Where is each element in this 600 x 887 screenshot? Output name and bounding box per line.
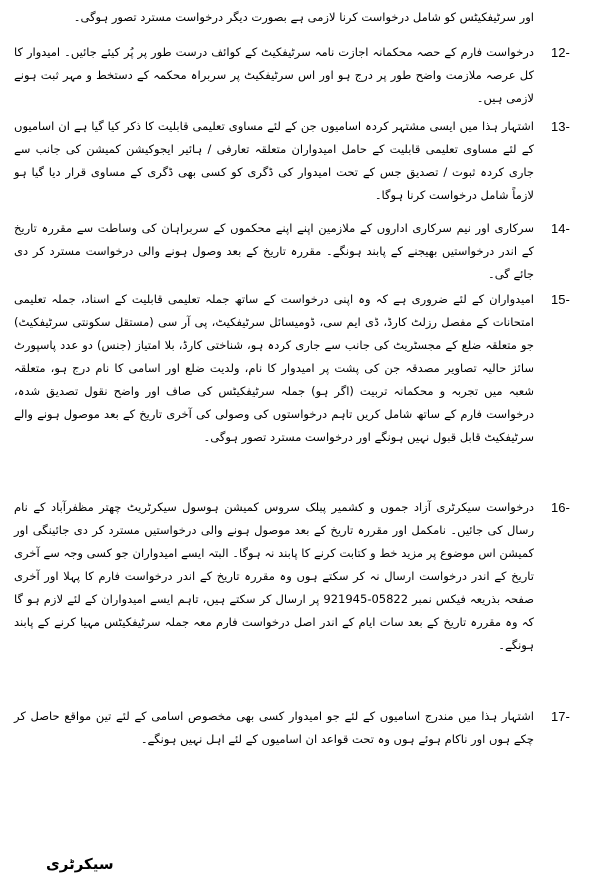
clause-number: 15-	[551, 292, 570, 307]
clause-text: درخواست سیکرٹری آزاد جموں و کشمیر پبلک سروس کمیشن ہوسول سیکرٹریٹ چھتر مظفرآباد کے نام رسال کی جائیں۔ نامکمل اور مقررہ تاریخ کے بعد موصول ہونے والی درخواستیں مسترد کر دی جائینگی اور کمیشن اس موضوع پر مزید خط و کتابت کرنے کا پابند نہ ہوگا۔ البتہ ایسے امیدواران جو کسی وجہ سے آخری تاریخ کے اندر درخواست ارسال نہ کر سکتے ہوں وہ مقررہ تاریخ کے اندر درخواست فارم کا پہلا اور آخری صفحہ بذریعہ فیکس نمبر 05822-921945 پر ارسال کر سکتے ہیں، تاہم ایسے امیدواران کے لئے لازم ہو گا کہ وہ مقررہ تاریخ کے بعد سات ایام کے اندر اصل درخواست فارم معہ جملہ سرٹیفکیٹس مہیا کرنے کے پابند ہونگے۔	[14, 500, 534, 652]
clause-number: 14-	[551, 221, 570, 236]
clause-text: اشتہار ہذا میں ایسی مشتہر کردہ اسامیوں جن کے لئے مساوی تعلیمی قابلیت کا ذکر کیا گیا ہے ان اسامیوں کے لئے مساوی تعلیمی قابلیت کے حامل امیدواران متعلقہ تعارفی / ہائیر ایجوکیشن کمیشن کی جانب سے جاری کردہ ثبوت / تصدیق جس کے تحت امیدوار کی ڈگری کو کسی بھی ڈگری کے مساوی قرار دیا گیا ہو لازماً شامل درخواست کرنا ہوگا۔	[14, 119, 534, 202]
clause-number: 17-	[551, 709, 570, 724]
intro-paragraph: اور سرٹیفکیٹس کو شامل درخواست کرنا لازمی ہے بصورت دیگر درخواست مسترد تصور ہوگی۔	[73, 10, 534, 24]
clause-number: 16-	[551, 500, 570, 515]
clause-text: امیدواران کے لئے ضروری ہے کہ وہ اپنی درخواست کے ساتھ جملہ تعلیمی قابلیت کے اسناد، جملہ تعلیمی امتحانات کے مفصل رزلٹ کارڈ، ڈی ایم سی، ڈومیسائل سرٹیفکیٹ، پی آر سی (مستقل سکونتی سرٹیفکیٹ) جو متعلقہ ضلع کے مجسٹریٹ کی جانب سے جاری کردہ ہو، شناختی کارڈ، بلا امتیاز (جنس) دو عدد پاسپورٹ سائز حالیہ تصاویر مصدقہ جن کی پشت پر امیدوار کا نام، ولدیت ضلع اور اسامی کا نام درج ہو، متعلقہ شعبہ میں تجربہ و محکمانہ تربیت (اگر ہو) جملہ سرٹیفکیٹس کی صاف اور واضح نقول تصدیق شدہ، درخواست فارم کے ساتھ شامل کریں تاہم درخواستوں کی وصولی کی آخری تاریخ کے بعد موصول ہونے والے سرٹیفکیٹ قابل قبول نہیں ہونگے اور درخواست مسترد تصور ہوگی۔	[14, 292, 534, 444]
signature-title: سیکرٹری	[46, 855, 114, 873]
clause-number: 13-	[551, 119, 570, 134]
clause-text: اشتہار ہذا میں مندرج اسامیوں کے لئے جو امیدوار کسی بھی مخصوص اسامی کے لئے تین مواقع حاصل کر چکے ہوں اور ناکام ہوئے ہوں وہ تحت قواعد ان اسامیوں کے لئے اہل نہیں ہونگے۔	[14, 709, 534, 746]
clause-text: درخواست فارم کے حصہ محکمانہ اجازت نامہ سرٹیفکیٹ کے کوائف درست طور پر پُر کیئے جائیں۔ امیدوار کا کل عرصہ ملازمت واضح طور پر درج ہو اور اس سرٹیفکیٹ پر سربراہ محکمہ کے دستخط و مہر ثبت ہونے لازمی ہیں۔	[14, 45, 534, 105]
clause-text: سرکاری اور نیم سرکاری اداروں کے ملازمین اپنے اپنے محکموں کے سربراہان کی وساطت سے مقررہ تاریخ کے اندر درخواستیں بھیجنے کے پابند ہونگے۔ مقررہ تاریخ کے بعد وصول ہونے والی درخواست مسترد کر دی جائے گی۔	[14, 221, 534, 281]
clause-number: 12-	[551, 45, 570, 60]
